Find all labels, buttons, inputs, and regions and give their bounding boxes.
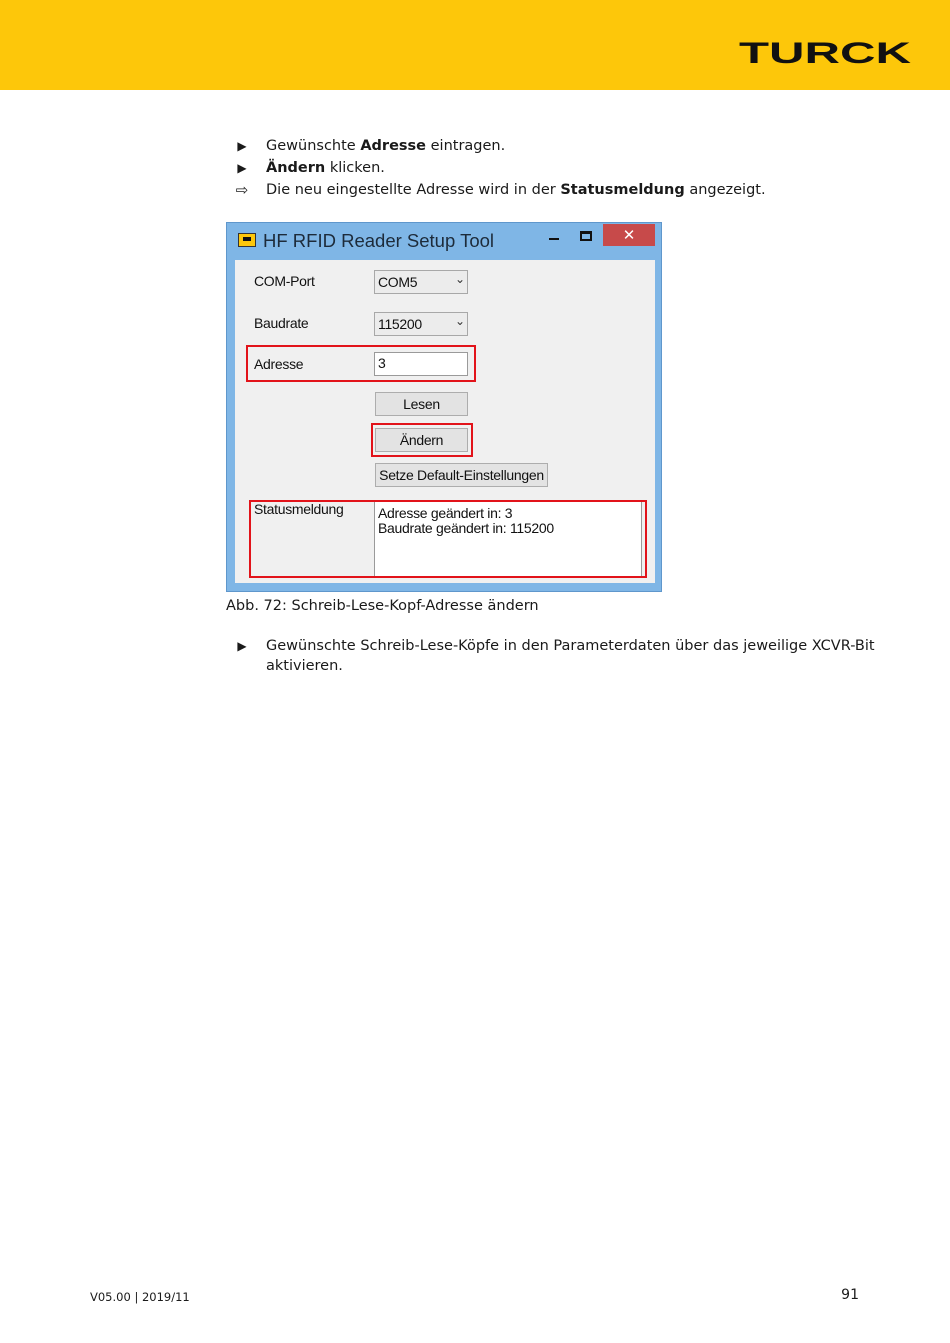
header-band xyxy=(0,0,950,90)
address-highlight-frame xyxy=(246,345,476,382)
instruction-step: ▶ Gewünschte Adresse eintragen. xyxy=(232,135,872,157)
result-arrow-icon: ⇨ xyxy=(235,181,249,199)
com-port-select[interactable]: COM5 ⌄ xyxy=(374,270,468,294)
triangle-bullet-icon: ▶ xyxy=(237,161,247,175)
window-client-area xyxy=(235,260,655,583)
com-port-label: COM-Port xyxy=(254,273,315,289)
triangle-bullet-icon: ▶ xyxy=(237,139,247,153)
minimize-icon[interactable] xyxy=(549,238,559,240)
set-defaults-button[interactable]: Setze Default-Einstellungen xyxy=(375,463,548,487)
change-button-highlight-frame xyxy=(371,423,473,457)
window-titlebar xyxy=(227,223,661,257)
maximize-icon[interactable] xyxy=(580,231,592,241)
figure-caption: Abb. 72: Schreib-Lese-Kopf-Adresse ändern xyxy=(226,598,539,614)
svg-text:TURCK: TURCK xyxy=(739,39,912,69)
baudrate-select[interactable]: 115200 ⌄ xyxy=(374,312,468,336)
instruction-step: ▶ Gewünschte Schreib-Lese-Köpfe in den Parameterdaten über das jeweilige XCVR-Bit aktivieren. xyxy=(232,636,906,676)
change-button[interactable]: Ändern xyxy=(375,428,468,452)
chevron-down-icon: ⌄ xyxy=(454,272,465,286)
chevron-down-icon: ⌄ xyxy=(454,314,465,328)
turck-logo xyxy=(738,39,913,69)
baudrate-label: Baudrate xyxy=(254,315,309,331)
setup-tool-window xyxy=(226,222,662,592)
instruction-result: ⇨ Die neu eingestellte Adresse wird in der Statusmeldung angezeigt. xyxy=(232,179,872,201)
page-number: 91 xyxy=(841,1287,859,1303)
status-highlight-frame xyxy=(249,500,647,578)
instruction-list xyxy=(232,135,872,201)
address-input[interactable]: 3 xyxy=(374,352,468,376)
instruction-step: ▶ Ändern klicken. xyxy=(232,157,872,179)
footer-version: V05.00 | 2019/11 xyxy=(90,1290,190,1304)
window-title: HF RFID Reader Setup Tool xyxy=(263,230,495,251)
address-label: Adresse xyxy=(254,356,304,372)
close-button[interactable]: ✕ xyxy=(603,224,655,246)
app-icon xyxy=(238,233,256,247)
read-button[interactable]: Lesen xyxy=(375,392,468,416)
triangle-bullet-icon: ▶ xyxy=(237,639,247,653)
status-line: Adresse geändert in: 3 xyxy=(378,505,513,521)
status-line: Baudrate geändert in: 115200 xyxy=(378,520,554,536)
status-label: Statusmeldung xyxy=(254,501,344,517)
